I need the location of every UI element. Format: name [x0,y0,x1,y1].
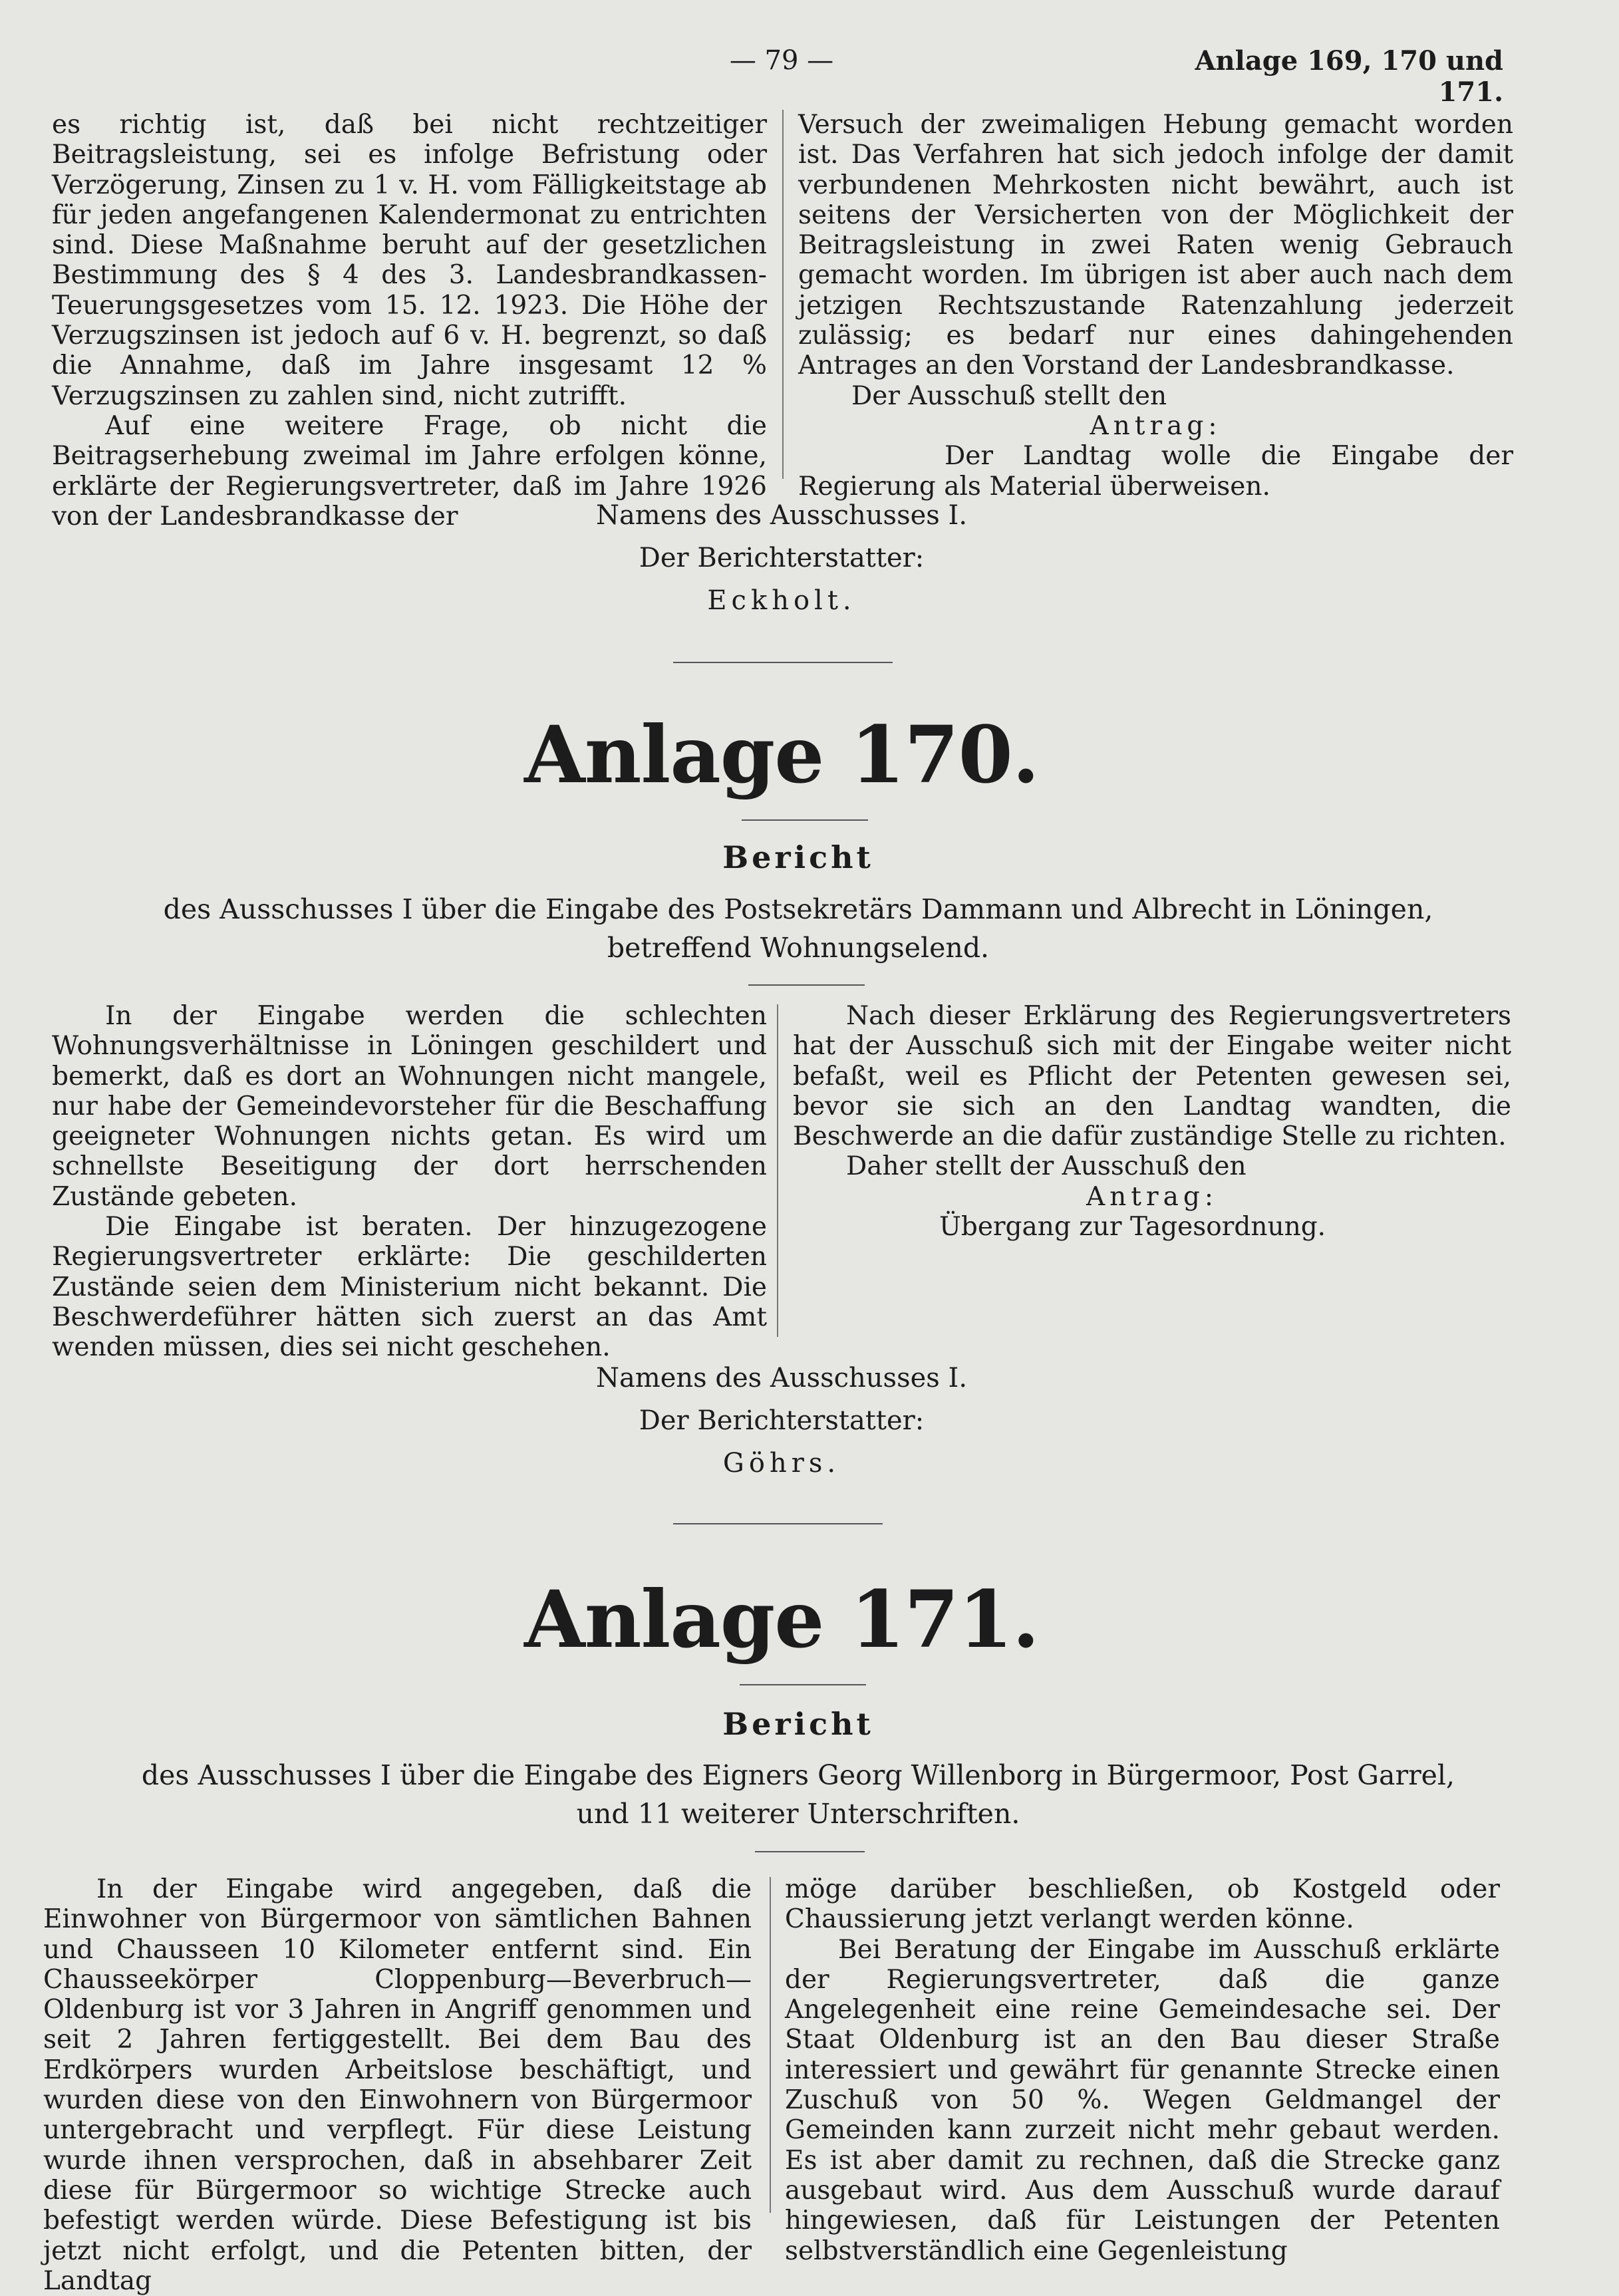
title-underline [740,1684,866,1685]
anlage170-right-column [793,1001,1511,1242]
column-divider [777,1004,778,1337]
paragraph: möge darüber beschließen, ob Kostgeld oder Chaussierung jetzt verlangt werden könne. [785,1874,1500,1935]
paragraph: In der Eingabe wird angegeben, daß die Einwohner von Bürgermoor von sämtlichen Bahnen und Chausseen 10 Kilometer entfernt sind. Ein Chausseekörper Cloppenburg—Beverbruch—Oldenburg ist vor 3 Jahren in Angriff genommen und seit 2 Jahren fertiggestellt. Bei dem Bau des Erdkörpers wurden Arbeitslose beschäftigt, und wurden diese von den Einwohnern von Bürgermoor untergebracht und verpflegt. Für diese Leistung wurde ihnen versprochen, daß in absehbarer Zeit diese für Bürgermoor so wichtige Strecke auch befestigt werden würde. Diese Befestigung ist bis jetzt nicht erfolgt, und die Petenten bitten, der Landtag [43,1874,752,2296]
paragraph: Bei Beratung der Eingabe im Ausschuß erklärte der Regierungsvertreter, daß die ganze Angelegenheit eine reine Gemeindesache sei. Der Staat Oldenburg ist an den Bau dieser Straße interessiert und gewährt für genannte Strecke einen Zuschuß von 50 %. Wegen Geldmangel der Gemeinden kann zurzeit nicht mehr gebaut werden. Es ist aber damit zu rechnen, daß die Strecke ganz ausgebaut wird. Aus dem Ausschuß wurde darauf hingewiesen, daß für Leistungen der Petenten selbstverständlich eine Gegenleistung [785,1934,1500,2266]
signature-block [466,494,1098,622]
paragraph: Auf eine weitere Frage, ob nicht die Beitragserhebung zweimal im Jahre erfolgen könne, erklärte der Regierungsvertreter, daß im Jahre 1926 von der Landesbrandkasse der [52,410,767,531]
subject-underline [748,984,865,986]
signature-name: Eckholt. [707,585,856,616]
paragraph: es richtig ist, daß bei nicht rechtzeitiger Beitragsleistung, sei es infolge Befristung oder Verzögerung, Zinsen zu 1 v. H. vom Fälligkeitstage ab für jeden angefangenen Kalendermonat zu entrichten sind. Diese Maßnahme beruht auf der gesetzlichen Bestimmung des § 4 des 3. Landesbrandkassen-Teuerungsgesetzes vom 15. 12. 1923. Die Höhe der Verzugszinsen ist jedoch auf 6 v. H. begrenzt, so daß die Annahme, daß im Jahre insgesamt 12 % Verzugszinsen zu zahlen sind, nicht zutrifft. [52,110,767,411]
antrag-label: Antrag: [1090,410,1222,441]
anlage171-title: Anlage 171. [524,1573,1039,1665]
subject-line: des Ausschusses I über die Eingabe des Postsekretärs Dammann und Albrecht in Löningen, [163,893,1433,925]
paragraph: In der Eingabe werden die schlechten Wohnungsverhältnisse in Löningen geschildert und bemerkt, daß es dort an Wohnungen nicht mangele, nur habe der Gemeindevorsteher für die Beschaffung geeigneter Wohnungen nichts getan. Es wird um schnellste Beseitigung der dort herrschenden Zustände gebeten. [52,1001,767,1212]
anlage171-right-column [785,1874,1500,2266]
subject-line: betreffend Wohnungselend. [607,932,990,964]
anlage169-right-column [798,110,1513,502]
section-divider [673,662,893,663]
signature-line: Namens des Ausschusses I. [595,500,968,531]
anlage170-title: Anlage 170. [524,708,1039,801]
antrag-text: Der Landtag wolle die Eingabe der Regierung als Material überweisen. [798,441,1513,502]
paragraph: Der Ausschuß stellt den [851,380,1167,411]
antrag-label: Antrag: [1086,1181,1218,1212]
page-number: — 79 — [729,45,834,76]
subject-line: und 11 weiterer Unterschriften. [576,1798,1020,1830]
signature-line: Namens des Ausschusses I. [595,1363,968,1393]
anlage170-left-column [52,1001,767,1363]
signature-block [466,1357,1098,1485]
paragraph: Versuch der zweimaligen Hebung gemacht worden ist. Das Verfahren hat sich jedoch infolge der damit verbundenen Mehrkosten nicht bewährt, auch ist seitens der Versicherten von der Möglichkeit der Beitragsleistung in zwei Raten wenig Gebrauch gemacht worden. Im übrigen ist aber auch nach dem jetzigen Rechtszustande Ratenzahlung jederzeit zulässig; es bedarf nur eines dahingehenden Antrages an den Vorstand der Landesbrandkasse. [798,110,1513,381]
column-divider [770,1877,771,2213]
anlage169-left-column [52,110,767,531]
anlage171-subject [60,1756,1537,1833]
signature-name: Göhrs. [722,1448,841,1479]
paragraph: Nach dieser Erklärung des Regierungsvertreters hat der Ausschuß sich mit der Eingabe weiter nicht befaßt, weil es Pflicht der Petenten gewesen sei, bevor sie sich an den Landtag wandten, die Beschwerde an die dafür zuständige Stelle zu richten. [793,1001,1511,1152]
subject-line: des Ausschusses I über die Eingabe des Eigners Georg Willenborg in Bürgermoor, Post Garrel, [141,1759,1455,1791]
anlage171-bericht-heading: Bericht [722,1706,874,1742]
column-divider [782,110,784,479]
paragraph: Die Eingabe ist beraten. Der hinzugezogene Regierungsvertreter erklärte: Die geschilderten Zustände seien dem Ministerium nicht bekannt. Die Beschwerdeführer hätten sich zuerst an das Amt wenden müssen, dies sei nicht geschehen. [52,1212,767,1363]
anlage170-bericht-heading: Bericht [722,839,874,875]
paragraph: Daher stellt der Ausschuß den [846,1151,1247,1182]
signature-line: Der Berichterstatter: [639,1405,925,1436]
title-underline [742,819,868,821]
running-title: Anlage 169, 170 und 171. [1195,45,1503,108]
antrag-text: Übergang zur Tagesordnung. [939,1212,1326,1242]
section-divider [673,1523,883,1524]
anlage170-subject [60,890,1537,967]
subject-underline [755,1851,865,1852]
signature-line: Der Berichterstatter: [639,543,925,573]
anlage171-left-column [43,1874,752,2296]
